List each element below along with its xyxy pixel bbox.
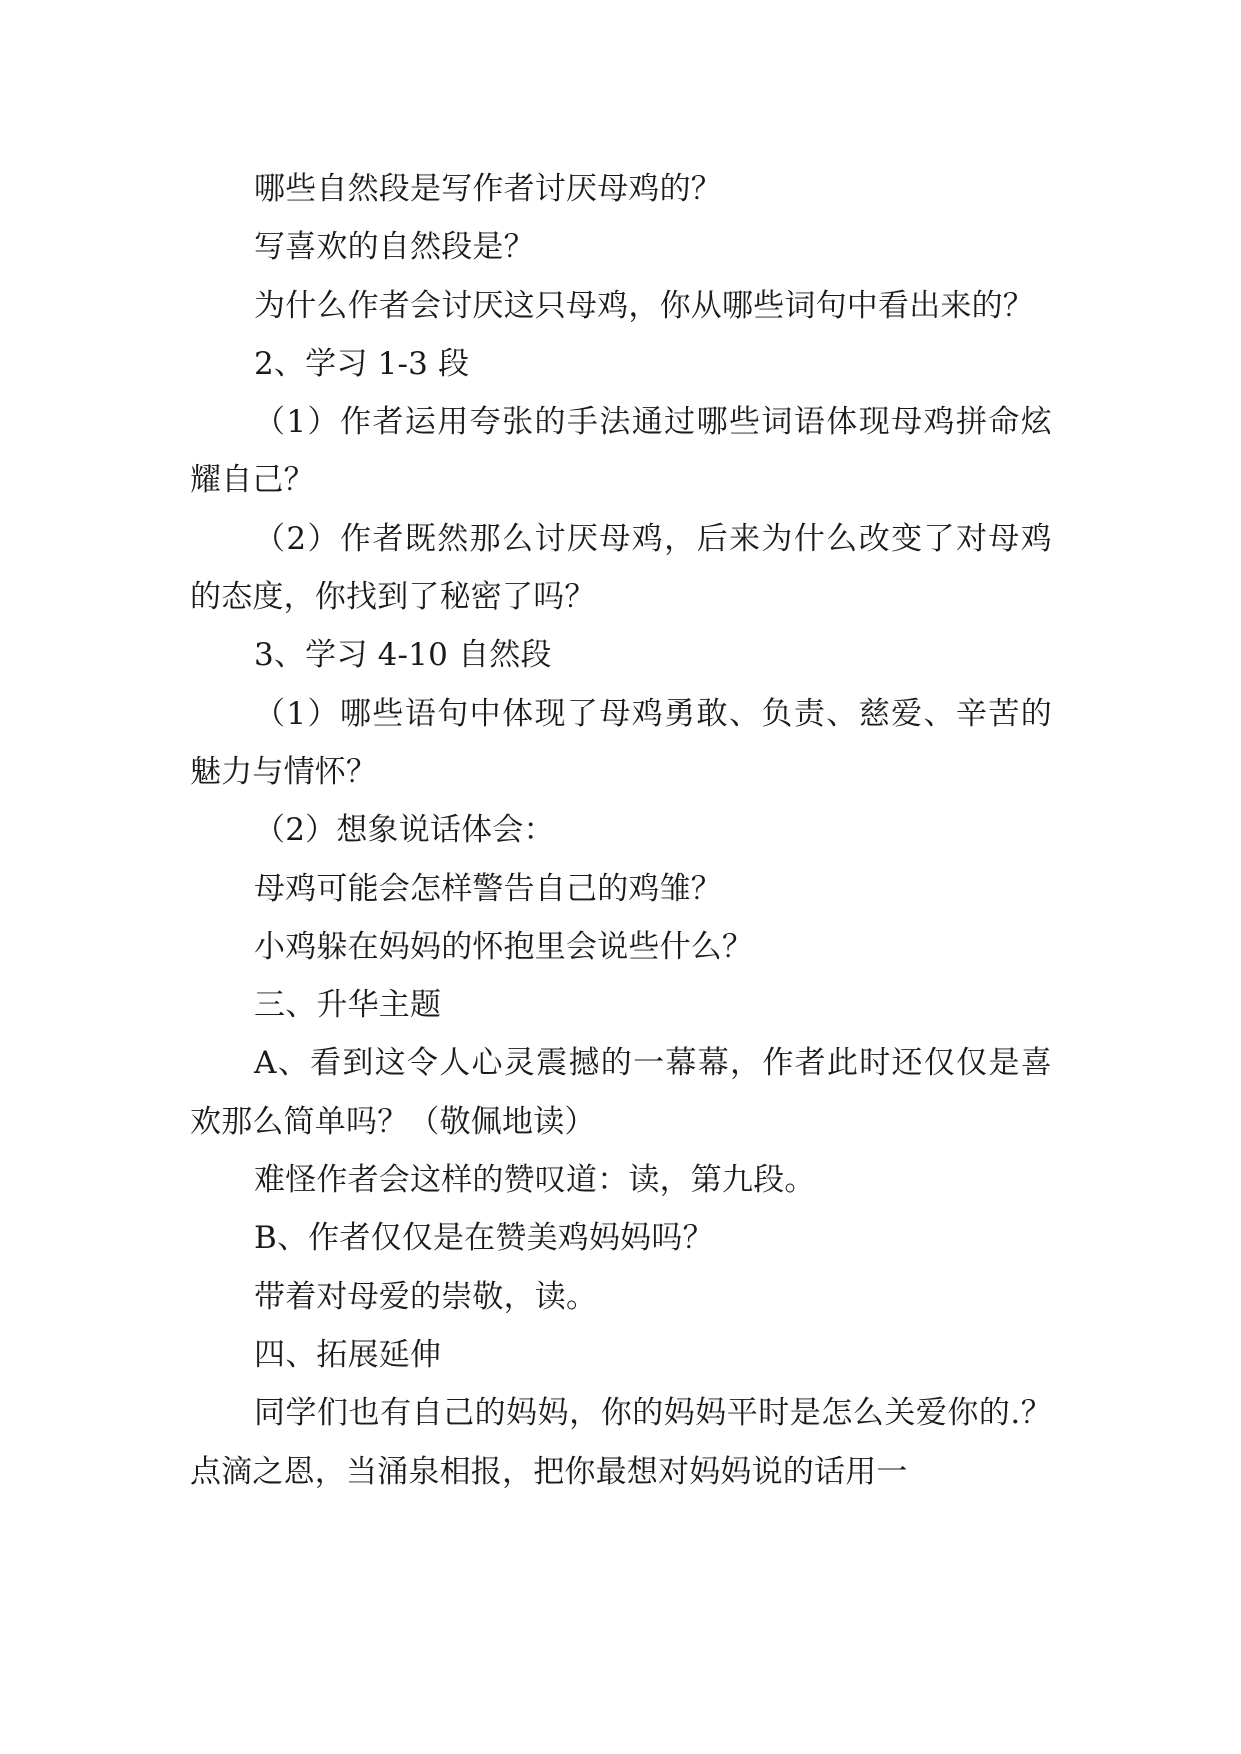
paragraph-item-1-exaggeration: （1）作者运用夸张的手法通过哪些词语体现母鸡拼命炫耀自己？ — [190, 404, 1052, 499]
paragraph-hen-warning: 母鸡可能会怎样警告自己的鸡雏？ — [254, 870, 722, 907]
paragraph-question-dislike: 哪些自然段是写作者讨厌母鸡的？ — [254, 171, 722, 207]
paragraph-read-ninth: 难怪作者会这样的赞叹道：读，第九段。 — [254, 1162, 816, 1199]
paragraph-read-respect: 带着对母爱的崇敬，读。 — [254, 1278, 598, 1315]
paragraph-question-why-dislike: 为什么作者会讨厌这只母鸡，你从哪些词句中看出来的？ — [254, 287, 1034, 324]
paragraph-theme-b: B、作者仅仅是在赞美鸡妈妈吗？ — [254, 1220, 714, 1257]
section-heading-theme: 三、升华主题 — [254, 987, 442, 1024]
document-body — [190, 160, 1052, 1501]
section-heading-study-4-10: 3、学习 4-10 自然段 — [254, 637, 552, 674]
paragraph-item-1-virtues: （1）哪些语句中体现了母鸡勇敢、负责、慈爱、辛苦的魅力与情怀？ — [190, 695, 1052, 790]
paragraph-extension-mothers: 同学们也有自己的妈妈，你的妈妈平时是怎么关爱你的.？点滴之恩，当涌泉相报，把你最想对妈妈说的话用一 — [190, 1395, 1052, 1490]
section-heading-extension: 四、拓展延伸 — [254, 1336, 442, 1373]
paragraph-item-2-imagine: （2）想象说话体会： — [254, 812, 555, 849]
paragraph-item-2-attitude-change: （2）作者既然那么讨厌母鸡，后来为什么改变了对母鸡的态度，你找到了秘密了吗？ — [190, 520, 1052, 616]
section-heading-study-1-3: 2、学习 1-3 段 — [254, 345, 470, 382]
paragraph-theme-a: A、看到这令人心灵震撼的一幕幕，作者此时还仅仅是喜欢那么简单吗？（敬佩地读） — [190, 1045, 1052, 1140]
paragraph-chick-speech: 小鸡躲在妈妈的怀抱里会说些什么？ — [254, 928, 754, 965]
paragraph-question-like: 写喜欢的自然段是？ — [254, 229, 535, 266]
